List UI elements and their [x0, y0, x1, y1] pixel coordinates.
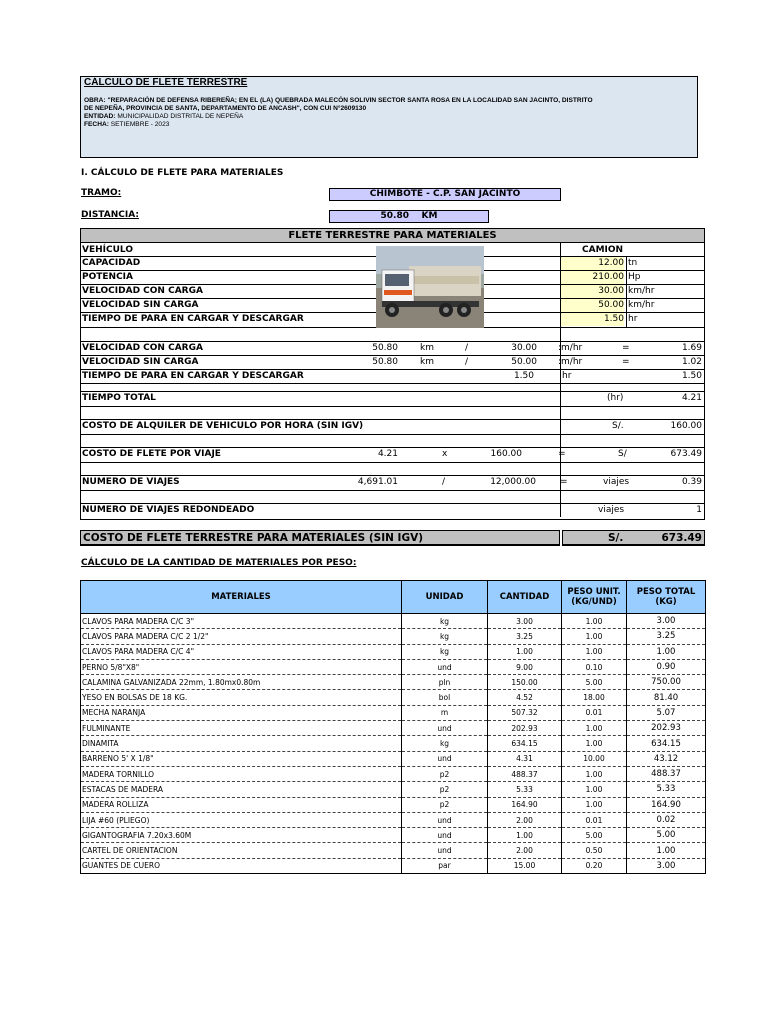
param-label: VELOCIDAD CON CARGA	[82, 286, 203, 296]
table-row	[81, 659, 706, 674]
table-cell: p2	[402, 782, 488, 797]
page-title: CÁLCULO DE FLETE TERRESTRE	[84, 77, 248, 88]
table-cell: kg	[402, 736, 488, 751]
num-viajes-label: NUMERO DE VIAJES	[82, 477, 180, 487]
table-cell: p2	[402, 766, 488, 781]
vehiculo-value: CAMION	[582, 245, 624, 255]
table-cell: 4.31	[488, 751, 562, 766]
table-cell: 1.00	[562, 614, 627, 629]
table-row	[81, 644, 706, 659]
table-cell: 507.32	[488, 705, 562, 720]
table-row	[81, 828, 706, 843]
table-cell: 3.00	[627, 614, 706, 629]
table-cell: MADERA TORNILLO	[81, 766, 402, 781]
param-unit: tn	[628, 258, 638, 268]
costo-viaje-op: x	[442, 449, 448, 459]
table-cell: 0.20	[562, 858, 627, 873]
col-header: PESO TOTAL (KG)	[627, 581, 706, 614]
total-value-box	[562, 530, 705, 546]
table-cell: 1.00	[562, 736, 627, 751]
entidad-line: ENTIDAD: MUNICIPALIDAD DISTRITAL DE NEPEÑA	[84, 113, 244, 120]
materials-title: CÁLCULO DE LA CANTIDAD DE MATERIALES POR PESO:	[81, 558, 357, 568]
calc-result: 1.69	[681, 343, 702, 353]
table-cell: 0.90	[627, 659, 706, 674]
calc-result: 1.50	[681, 371, 702, 381]
table-cell: 1.00	[562, 766, 627, 781]
table-cell: 1.00	[562, 782, 627, 797]
table-cell: CLAVOS PARA MADERA C/C 3"	[81, 614, 402, 629]
costo-viaje-label: COSTO DE FLETE POR VIAJE	[82, 449, 221, 459]
param-value: 210.00	[561, 271, 624, 284]
distancia-value: 50.80 KM	[329, 210, 489, 223]
header-box	[80, 76, 698, 158]
param-label: TIEMPO DE PARA EN CARGAR Y DESCARGAR	[82, 314, 304, 324]
materials-table	[80, 580, 706, 874]
total-unit: S/.	[608, 532, 624, 544]
tiempo-total-label: TIEMPO TOTAL	[82, 393, 156, 403]
table-cell: par	[402, 858, 488, 873]
table-cell: 5.00	[562, 675, 627, 690]
table-cell: 0.01	[562, 812, 627, 827]
table-row	[81, 614, 706, 629]
calc-b: 1.50	[513, 371, 534, 381]
table-row	[81, 797, 706, 812]
total-label: COSTO DE FLETE TERRESTRE PARA MATERIALES (SIN IGV)	[83, 532, 424, 544]
calc-label: TIEMPO DE PARA EN CARGAR Y DESCARGAR	[82, 371, 304, 381]
param-value: 50.00	[561, 299, 624, 312]
table-row	[81, 705, 706, 720]
calc-a-unit: km	[420, 357, 434, 367]
table-row	[81, 721, 706, 736]
table-cell: 488.37	[488, 766, 562, 781]
table-cell: CARTEL DE ORIENTACION	[81, 843, 402, 858]
param-unit: Hp	[628, 272, 641, 282]
table-cell: kg	[402, 614, 488, 629]
table-cell: GIGANTOGRAFIA 7.20x3.60M	[81, 828, 402, 843]
obra-line-1: OBRA: "REPARACIÓN DE DEFENSA RIBEREÑA; EN EL (LA) QUEBRADA MALECÓN SOLIVIN SECTOR SANTA ROSA EN LA LOCALIDAD SAN JACINTO, DISTRITO	[84, 97, 593, 104]
costo-alquiler-value: 160.00	[670, 421, 702, 431]
table-cell: und	[402, 721, 488, 736]
calc-eq: =	[622, 343, 630, 353]
total-label-box	[80, 530, 560, 546]
num-viajes-unit: viajes	[603, 477, 629, 487]
table-cell: bol	[402, 690, 488, 705]
table-row	[81, 736, 706, 751]
table-row	[81, 675, 706, 690]
table-cell: ESTACAS DE MADERA	[81, 782, 402, 797]
costo-viaje-eq: =	[558, 449, 566, 459]
calc-result: 1.02	[681, 357, 702, 367]
table-cell: 0.02	[627, 812, 706, 827]
num-redondeado-label: NUMERO DE VIAJES REDONDEADO	[82, 505, 255, 515]
param-label: POTENCIA	[82, 272, 133, 282]
costo-viaje-b: 160.00	[490, 449, 522, 459]
table-cell: 3.25	[488, 629, 562, 644]
table-cell: 1.00	[488, 828, 562, 843]
col-header: PESO UNIT. (KG/UND)	[562, 581, 627, 614]
num-redondeado-value: 1	[696, 505, 702, 515]
costo-alquiler-label: COSTO DE ALQUILER DE VEHICULO POR HORA (SIN IGV)	[82, 421, 364, 431]
calc-b-unit: :m/hr	[558, 343, 583, 353]
table-cell: 750.00	[627, 675, 706, 690]
table-cell: 1.00	[562, 797, 627, 812]
calc-eq: =	[622, 357, 630, 367]
param-unit: km/hr	[628, 300, 655, 310]
table-cell: und	[402, 659, 488, 674]
obra-line-2: DE NEPEÑA, PROVINCIA DE SANTA, DEPARTAMENTO DE ANCASH", CON CUI N°2609130	[84, 105, 367, 112]
table-cell: GUANTES DE CUERO	[81, 858, 402, 873]
num-redondeado-unit: viajes	[598, 505, 625, 515]
costo-alquiler-unit: S/.	[612, 421, 624, 431]
col-header: UNIDAD	[402, 581, 488, 614]
table-cell: 1.00	[488, 644, 562, 659]
col-header: CANTIDAD	[488, 581, 562, 614]
total-value: 673.49	[661, 532, 702, 544]
table-row	[81, 812, 706, 827]
table-cell: und	[402, 812, 488, 827]
table-cell: CALAMINA GALVANIZADA 22mm, 1.80mx0.80m	[81, 675, 402, 690]
table-cell: 164.90	[488, 797, 562, 812]
table-cell: CLAVOS PARA MADERA C/C 2 1/2"	[81, 629, 402, 644]
num-viajes-value: 0.39	[681, 477, 702, 487]
table-cell: 3.00	[627, 858, 706, 873]
calc-op: /	[465, 357, 469, 367]
col-header: MATERIALES	[81, 581, 402, 614]
table-row	[81, 858, 706, 873]
table-cell: und	[402, 843, 488, 858]
table-cell: 5.00	[627, 828, 706, 843]
calc-label: VELOCIDAD CON CARGA	[82, 343, 203, 353]
tiempo-total-value: 4.21	[681, 393, 702, 403]
table-cell: 488.37	[627, 766, 706, 781]
costo-viaje-unit: S/	[618, 449, 627, 459]
table-cell: 43.12	[627, 751, 706, 766]
num-viajes-b: 12,000.00	[490, 477, 536, 487]
table-row	[81, 766, 706, 781]
table-cell: 15.00	[488, 858, 562, 873]
table-cell: kg	[402, 644, 488, 659]
calc-b: 30.00	[511, 343, 537, 353]
table-cell: 1.00	[627, 843, 706, 858]
table-cell: 4.52	[488, 690, 562, 705]
table-cell: 9.00	[488, 659, 562, 674]
param-label: VELOCIDAD SIN CARGA	[82, 300, 199, 310]
calc-a: 50.80	[372, 357, 398, 367]
costo-viaje-a: 4.21	[377, 449, 398, 459]
table-cell: PERNO 5/8"X8"	[81, 659, 402, 674]
fecha-line: FECHA: SETIEMBRE - 2023	[84, 121, 170, 128]
table-cell: 5.33	[627, 782, 706, 797]
table-cell: 0.10	[562, 659, 627, 674]
table-cell: m	[402, 705, 488, 720]
table-row	[81, 843, 706, 858]
table-cell: MECHA NARANJA	[81, 705, 402, 720]
table-cell: 5.00	[562, 828, 627, 843]
table-cell: LIJA #60 (PLIEGO)	[81, 812, 402, 827]
table-cell: 2.00	[488, 812, 562, 827]
table-cell: BARRENO 5' X 1/8"	[81, 751, 402, 766]
param-unit: hr	[628, 314, 638, 324]
tramo-value: CHIMBOTE - C.P. SAN JACINTO	[329, 188, 561, 201]
table-row	[81, 629, 706, 644]
table-cell: MADERA ROLLIZA	[81, 797, 402, 812]
calc-label: VELOCIDAD SIN CARGA	[82, 357, 199, 367]
table-cell: 0.50	[562, 843, 627, 858]
table-cell: 202.93	[488, 721, 562, 736]
calc-b-unit: :m/hr	[558, 357, 583, 367]
table-cell: 0.01	[562, 705, 627, 720]
calc-op: /	[465, 343, 469, 353]
num-viajes-op: /	[442, 477, 446, 487]
table-cell: 634.15	[488, 736, 562, 751]
param-unit: km/hr	[628, 286, 655, 296]
table-cell: 5.33	[488, 782, 562, 797]
calc-a-unit: km	[420, 343, 434, 353]
tramo-label: TRAMO:	[81, 188, 122, 198]
table-cell: 10.00	[562, 751, 627, 766]
table-row	[81, 751, 706, 766]
table-cell: 3.00	[488, 614, 562, 629]
param-value: 1.50	[561, 313, 624, 326]
table-cell: CLAVOS PARA MADERA C/C 4"	[81, 644, 402, 659]
num-viajes-a: 4,691.01	[357, 477, 398, 487]
flete-title: FLETE TERRESTRE PARA MATERIALES	[81, 229, 704, 243]
table-cell: DINAMITA	[81, 736, 402, 751]
table-cell: YESO EN BOLSAS DE 18 KG.	[81, 690, 402, 705]
table-cell: 81.40	[627, 690, 706, 705]
vehiculo-label: VEHÍCULO	[82, 245, 133, 255]
calc-a: 50.80	[372, 343, 398, 353]
table-cell: 1.00	[562, 721, 627, 736]
table-cell: 1.00	[562, 644, 627, 659]
param-value: 30.00	[561, 285, 624, 298]
table-cell: kg	[402, 629, 488, 644]
param-label: CAPACIDAD	[82, 258, 141, 268]
calc-b-unit: hr	[562, 371, 572, 381]
table-cell: FULMINANTE	[81, 721, 402, 736]
table-cell: 3.25	[627, 629, 706, 644]
costo-viaje-value: 673.49	[670, 449, 702, 459]
table-cell: 1.00	[627, 644, 706, 659]
table-cell: 1.00	[562, 629, 627, 644]
section-title: I. CÁLCULO DE FLETE PARA MATERIALES	[81, 168, 284, 178]
table-cell: 164.90	[627, 797, 706, 812]
truck-photo	[376, 246, 484, 328]
table-cell: pln	[402, 675, 488, 690]
table-cell: 202.93	[627, 721, 706, 736]
table-cell: und	[402, 828, 488, 843]
table-cell: 150.00	[488, 675, 562, 690]
tiempo-total-unit: (hr)	[607, 393, 624, 403]
calc-b: 50.00	[511, 357, 537, 367]
table-cell: 18.00	[562, 690, 627, 705]
table-cell: 634.15	[627, 736, 706, 751]
table-cell: 2.00	[488, 843, 562, 858]
table-cell: und	[402, 751, 488, 766]
table-cell: 5.07	[627, 705, 706, 720]
distancia-label: DISTANCIA:	[81, 210, 139, 220]
param-value: 12.00	[561, 257, 624, 270]
num-viajes-eq: =	[560, 477, 568, 487]
table-cell: p2	[402, 797, 488, 812]
table-row	[81, 690, 706, 705]
table-row	[81, 782, 706, 797]
